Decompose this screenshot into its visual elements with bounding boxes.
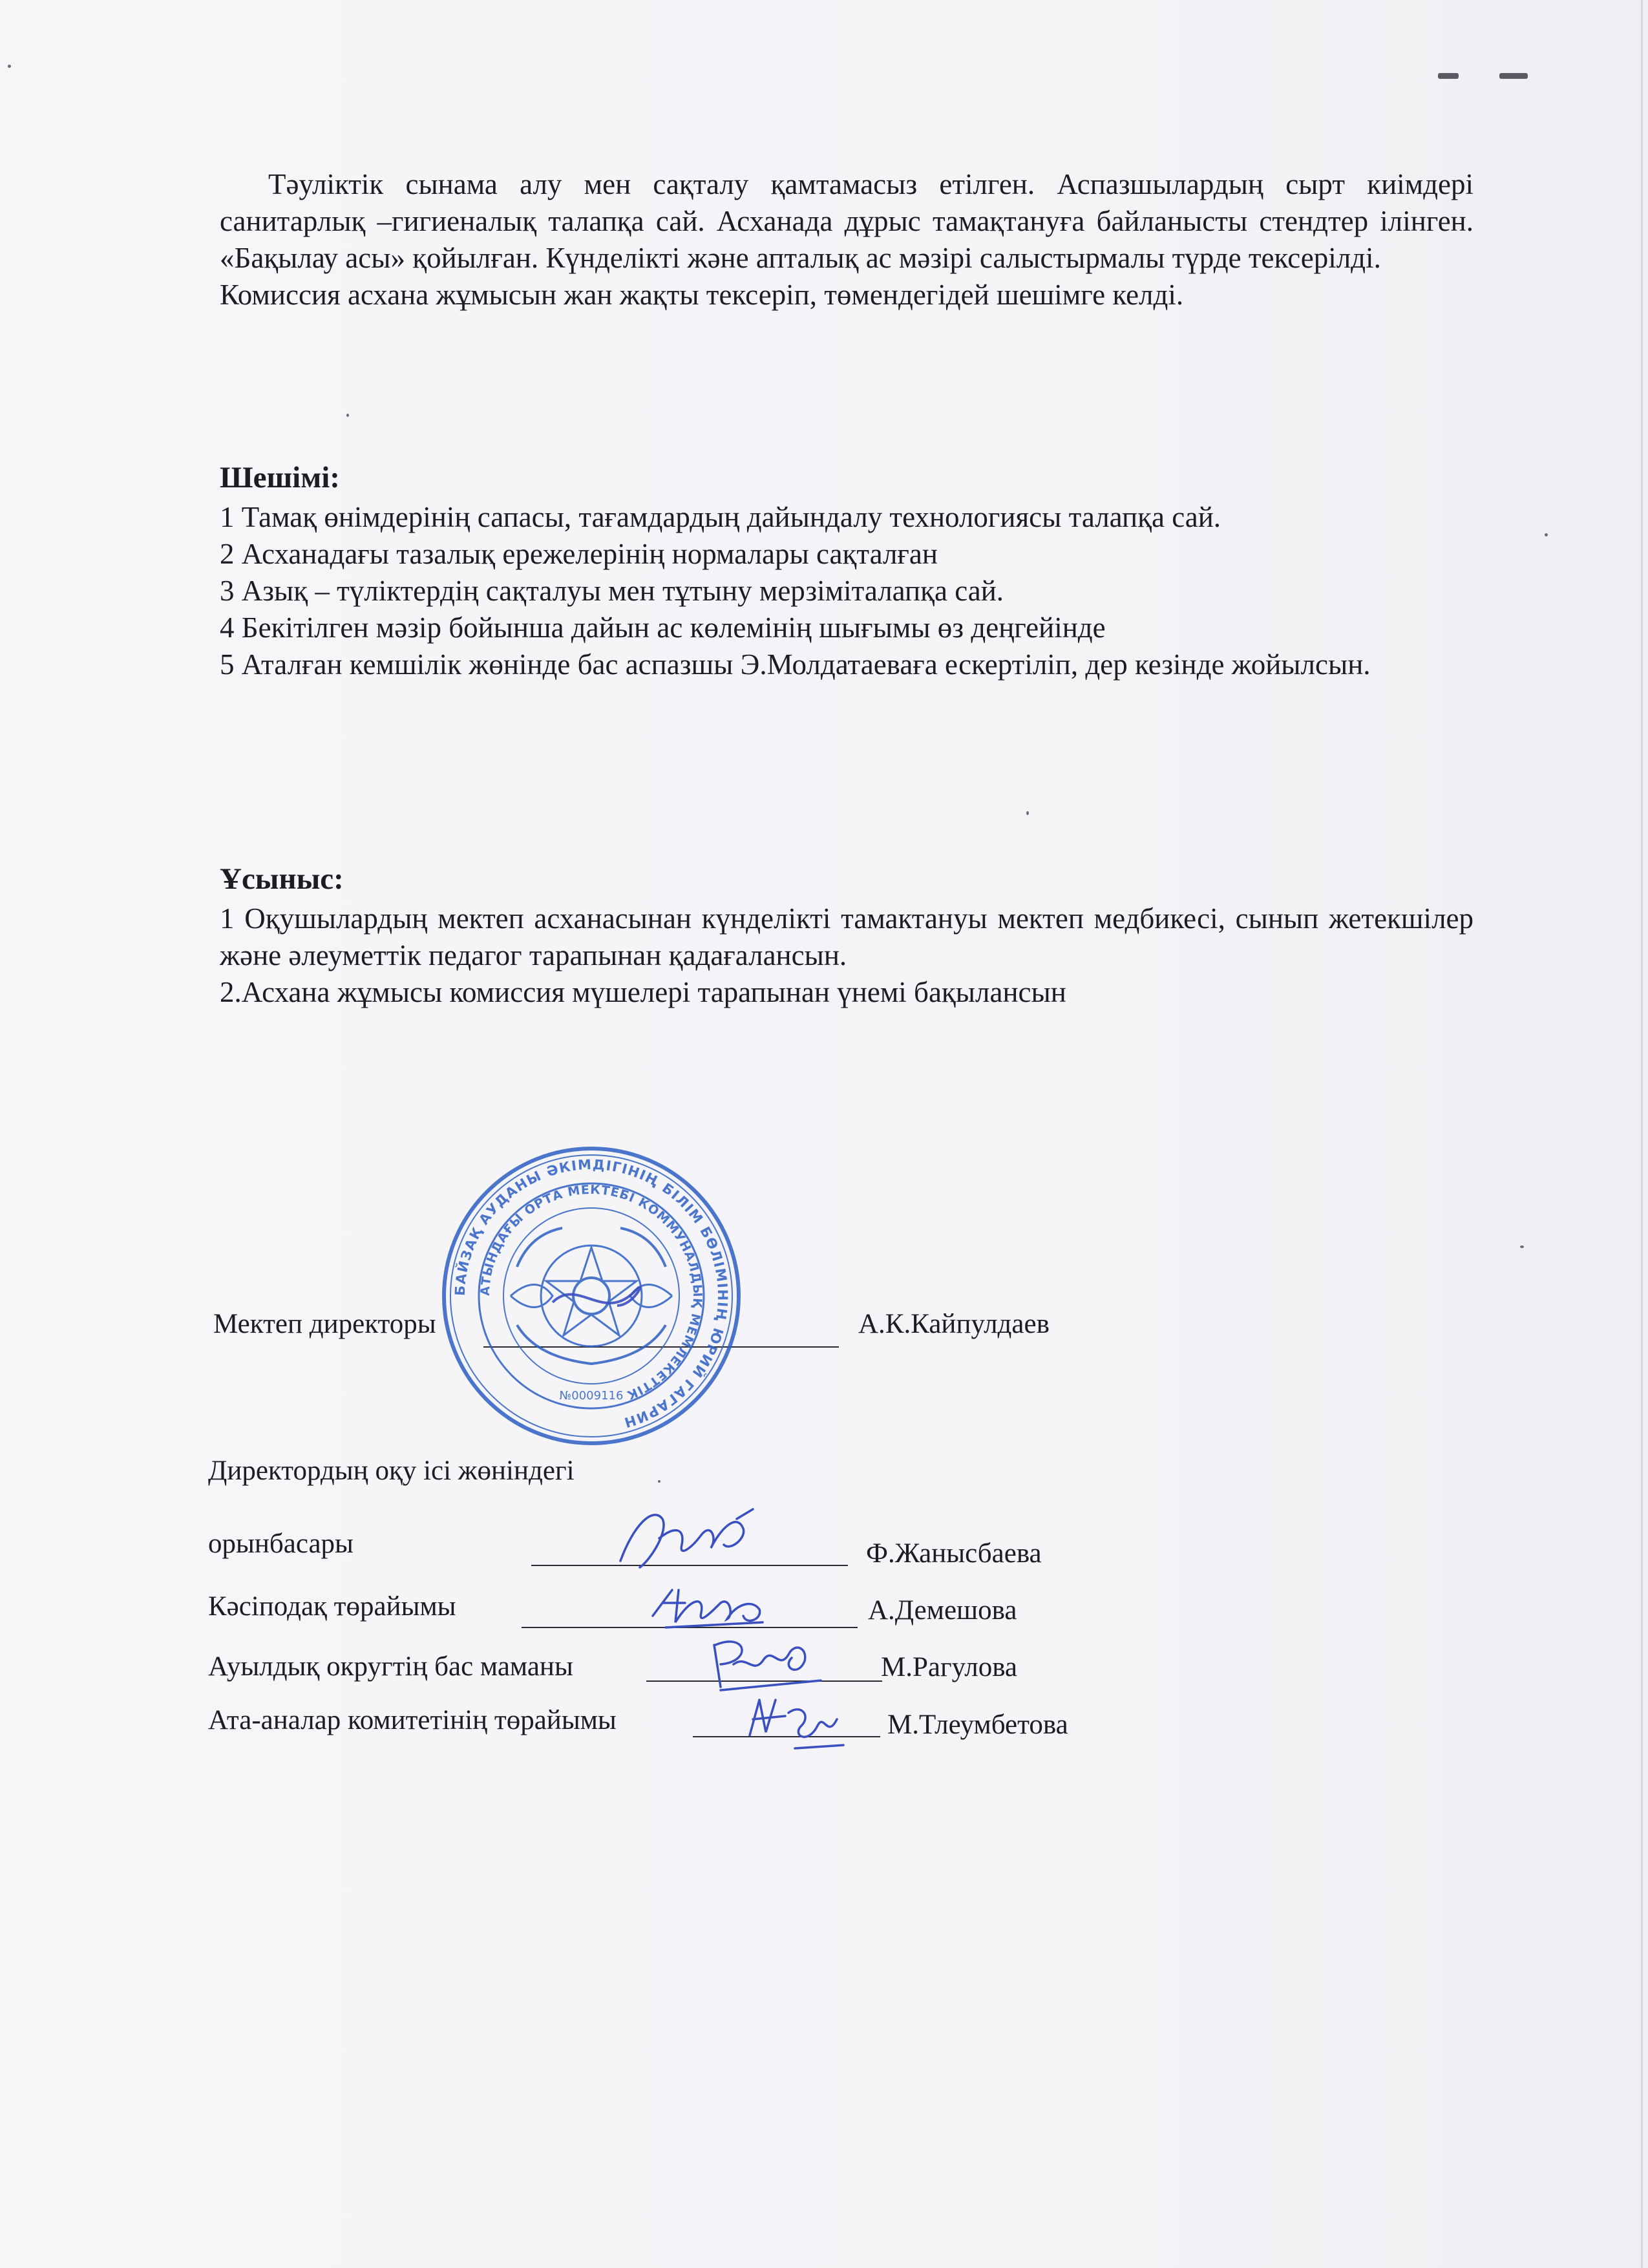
seal-number: №0009116 [559, 1389, 624, 1403]
staple-mark-left [1438, 73, 1459, 79]
decision-item-3: 3 Азық – түліктердің сақталуы мен тұтыну мерзіміталапқа сай. [220, 575, 1004, 607]
deputy-signature [614, 1500, 763, 1577]
scan-speck [346, 414, 349, 417]
scan-speck [1026, 811, 1029, 815]
deputy-name: Ф.Жанысбаева [866, 1538, 1042, 1569]
decision-item-4: 4 Бекітілген мәзір бойынша дайын ас көлемінің шығымы өз деңгейінде [220, 611, 1106, 644]
proposal-list [220, 900, 1474, 1011]
intro-paragraph: Тәуліктік сынама алу мен сақталу қамтамасыз етілген. Аспазшылардың сырт киімдері санитарлық –гигиеналық талапқа сай. Асханада дұрыс тамақтануға байланысты стендтер ілінген. «Бақылау асы» қойылған. Күнделікті және апталық ас мәзірі салыстырмалы түрде тексерілді. [220, 168, 1474, 274]
scan-speck [1545, 533, 1548, 536]
union-role: Кәсіподақ төрайымы [208, 1591, 456, 1622]
seal-outer-text: БАЙЗАҚ АУДАНЫ ӘКІМДІГІНІҢ БІЛІМ БӨЛІМІНІҢ ЮРИЙ ГАГАРИН [452, 1156, 731, 1431]
proposal-item-2: 2.Асхана жұмысы комиссия мүшелері тарапынан үнемі бақылансын [220, 976, 1066, 1008]
decision-heading: Шешімі: [220, 461, 340, 494]
intro-section [220, 166, 1474, 313]
seal-inner-text: АТЫНДАҒЫ ОРТА МЕКТЕБІ КОММУНАЛДЫҚ МЕМЛЕКЕТТІК [478, 1182, 705, 1403]
scan-speck [8, 65, 11, 68]
decision-item-5: 5 Аталған кемшілік жөнінде бас аспазшы Э.Молдатаеваға ескертіліп, дер кезінде жойылсын. [220, 648, 1371, 681]
deputy-role-line1: Директордың оқу ісі жөніндегі [208, 1456, 575, 1486]
rural-role: Ауылдық округтің бас маманы [208, 1651, 573, 1682]
union-name: А.Демешова [868, 1595, 1017, 1626]
director-name: А.К.Кайпулдаев [858, 1309, 1050, 1339]
paper-edge [1641, 0, 1643, 2268]
rural-name: М.Рагулова [881, 1652, 1018, 1682]
proposal-item-1: 1 Оқушылардың мектеп асханасынан күнделікті тамактануы мектеп медбикесі, сынып жетекшілер және әлеуметтік педагог тарапынан қадағалансын. [220, 902, 1474, 971]
parents-role: Ата-аналар комитетінің төрайымы [208, 1705, 617, 1735]
scan-speck [658, 1480, 660, 1483]
decision-item-1: 1 Тамақ өнімдерінің сапасы, тағамдардың дайындалу технологиясы талапқа сай. [220, 501, 1221, 533]
rural-signature [701, 1626, 830, 1697]
decision-list [220, 499, 1474, 683]
director-role: Мектеп директоры [213, 1309, 436, 1339]
svg-text:АТЫНДАҒЫ ОРТА МЕКТЕБІ КОММУНАЛ [478, 1183, 704, 1403]
deputy-role-line2: орынбасары [208, 1529, 354, 1559]
parents-name: М.Тлеумбетова [887, 1710, 1068, 1740]
proposal-heading: Ұсыныс: [220, 862, 344, 896]
scan-speck [1520, 1245, 1524, 1248]
official-seal [439, 1144, 743, 1448]
staple-mark-right [1499, 73, 1528, 79]
decision-item-2: 2 Асханадағы тазалық ережелерінің нормалары сақталған [220, 538, 938, 570]
commission-paragraph: Комиссия асхана жұмысын жан жақты тексеріп, төмендегідей шешімге келді. [220, 279, 1184, 311]
parents-signature [737, 1687, 853, 1758]
